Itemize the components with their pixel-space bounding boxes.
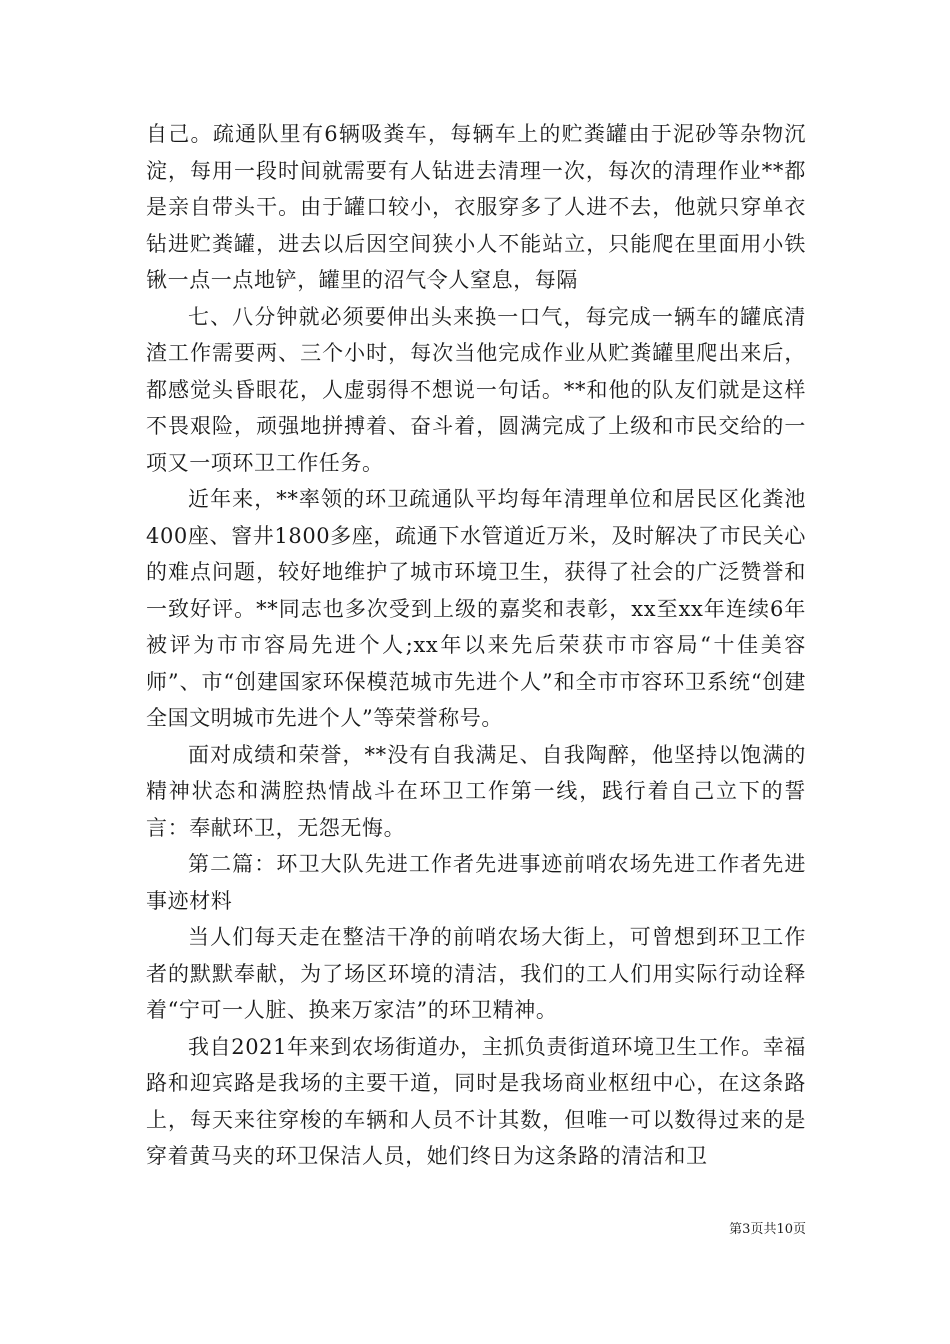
paragraph: 我自2021年来到农场街道办，主抓负责街道环境卫生工作。幸福路和迎宾路是我场的主要干道，同时是我场商业枢纽中心，在这条路上，每天来往穿梭的车辆和人员不计其数，但唯一可以数得过来的是穿着黄马夹的环卫保洁人员，她们终日为这条路的清洁和卫 [146, 1034, 806, 1168]
paragraph: 面对成绩和荣誉，**没有自我满足、自我陶醉，他坚持以饱满的精神状态和满腔热情战斗在环卫工作第一线，践行着自己立下的誓言：奉献环卫，无怨无悔。 [146, 742, 806, 840]
page-number: 第3页共10页 [729, 1222, 806, 1237]
document-body [146, 116, 806, 1175]
paragraph: 七、八分钟就必须要伸出头来换一口气，每完成一辆车的罐底清渣工作需要两、三个小时，每次当他完成作业从贮粪罐里爬出来后，都感觉头昏眼花，人虚弱得不想说一句话。**和他的队友们就是这样不畏艰险，顽强地拼搏着、奋斗着，圆满完成了上级和市民交给的一项又一项环卫工作任务。 [146, 304, 806, 475]
paragraph-continued: 自己。疏通队里有6辆吸粪车，每辆车上的贮粪罐由于泥砂等杂物沉淀，每用一段时间就需要有人钻进去清理一次，每次的清理作业**都是亲自带头干。由于罐口较小，衣服穿多了人进不去，他就只穿单衣钻进贮粪罐，进去以后因空间狭小人不能站立，只能爬在里面用小铁锹一点一点地铲，罐里的沼气令人窒息，每隔 [146, 122, 806, 292]
section-heading: 第二篇：环卫大队先进工作者先进事迹前哨农场先进工作者先进事迹材料 [146, 852, 806, 913]
paragraph: 近年来，**率领的环卫疏通队平均每年清理单位和居民区化粪池400座、窨井1800多座，疏通下水管道近万米，及时解决了市民关心的难点问题，较好地维护了城市环境卫生，获得了社会的广泛赞誉和一致好评。**同志也多次受到上级的嘉奖和表彰，xx至xx年连续6年被评为市市容局先进个人;xx年以来先后荣获市市容局“十佳美容师”、市“创建国家环保模范城市先进个人”和全市市容环卫系统“创建全国文明城市先进个人”等荣誉称号。 [146, 487, 806, 730]
paragraph: 当人们每天走在整洁干净的前哨农场大街上，可曾想到环卫工作者的默默奉献，为了场区环境的清洁，我们的工人们用实际行动诠释着“宁可一人脏、换来万家洁”的环卫精神。 [146, 925, 806, 1022]
